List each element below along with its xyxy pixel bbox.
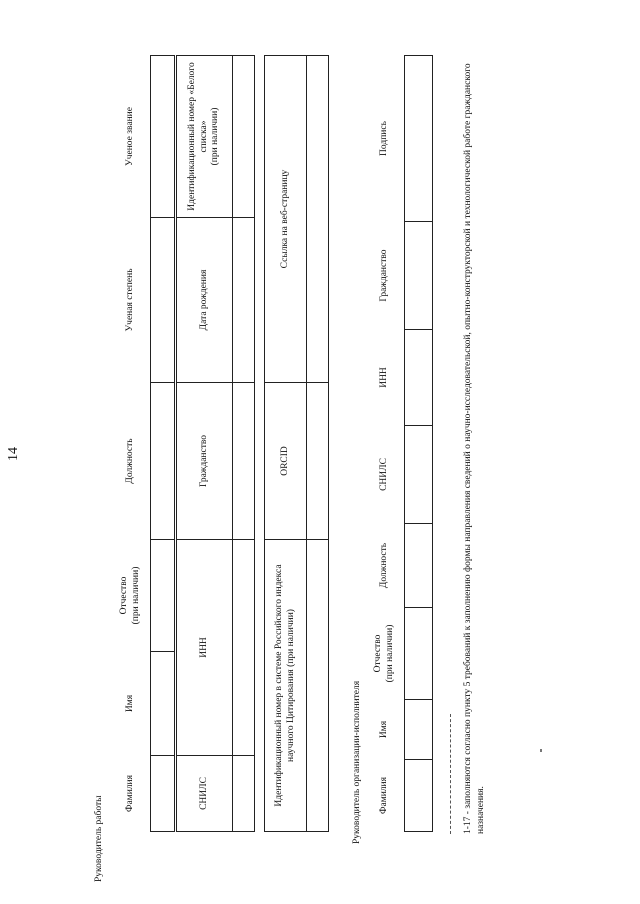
table-row [265,56,307,832]
col-header-web-link: Ссылка на веб-страницу [265,56,307,383]
col-header-whitelist-id: Идентификационный номер «Белого списка» (при наличии) [177,56,233,218]
table-row [307,56,329,832]
cell-rinc-id[interactable] [307,540,329,832]
col-header-name: Имя [125,694,136,713]
cell-position[interactable] [150,383,174,540]
cell-birthdate[interactable] [233,218,255,383]
cell-degree[interactable] [150,218,174,383]
table-row [177,56,233,832]
col-header-inn: ИНН [177,540,233,756]
col-header-snils: СНИЛС [177,756,233,832]
cell-whitelist-id[interactable] [233,56,255,218]
table-row [233,56,255,832]
cell-title[interactable] [150,56,174,218]
org-cell-snils[interactable] [404,426,432,524]
org-col-header-surname: Фамилия [379,777,390,815]
org-head-title: Руководитель организации-исполнителя [352,680,362,844]
org-cell-signature[interactable] [404,56,432,222]
footnote-separator [450,714,451,834]
col-header-position: Должность [125,438,136,484]
work-head-title: Руководитель работы [94,795,104,882]
org-cell-citizenship[interactable] [404,222,432,330]
cell-name[interactable] [150,652,174,756]
footnote-text: 1-17 - заполняются согласно пункту 5 требований к заполнению формы направления сведений о научно-исследовательской, опытно-конструкторской и технологической работе гражданского назначения. [463,63,486,834]
org-col-header-citizenship: Гражданство [379,249,390,302]
cell-orcid[interactable] [307,383,329,540]
work-head-table-1 [112,55,175,832]
col-header-degree: Ученая степень [125,268,136,332]
org-col-header-name: Имя [379,720,390,739]
org-cell-patronymic[interactable] [404,608,432,700]
table-row [404,56,432,832]
org-col-header-signature: Подпись [379,121,390,156]
col-header-rinc-id: Идентификационный номер в системе Российского индекса научного Цитирования (при наличии) [265,540,307,832]
cell-snils[interactable] [233,756,255,832]
cell-web-link[interactable] [307,56,329,383]
org-cell-position[interactable] [404,524,432,608]
work-head-table-3 [264,55,329,832]
org-col-header-position: Должность [379,542,390,589]
org-cell-name[interactable] [404,700,432,760]
org-col-header-patronymic: Отчество (при наличии) [373,624,395,683]
scan-speck [540,749,542,752]
col-header-patronymic: Отчество (при наличии) [119,566,141,625]
col-header-title: Ученое звание [125,107,136,166]
work-head-table-2 [176,55,255,832]
org-cell-surname[interactable] [404,760,432,832]
cell-patronymic[interactable] [150,540,174,652]
col-header-citizenship: Гражданство [177,383,233,540]
org-cell-inn[interactable] [404,330,432,426]
cell-citizenship[interactable] [233,383,255,540]
table-row [150,56,174,832]
org-head-table [366,55,433,832]
col-header-surname: Фамилия [125,775,136,813]
org-col-header-inn: ИНН [379,367,390,388]
cell-inn[interactable] [233,540,255,756]
col-header-birthdate: Дата рождения [177,218,233,383]
org-col-header-snils: СНИЛС [379,458,390,491]
page-number: 14 [6,447,21,461]
col-header-orcid: ORCID [265,383,307,540]
cell-surname[interactable] [150,756,174,832]
